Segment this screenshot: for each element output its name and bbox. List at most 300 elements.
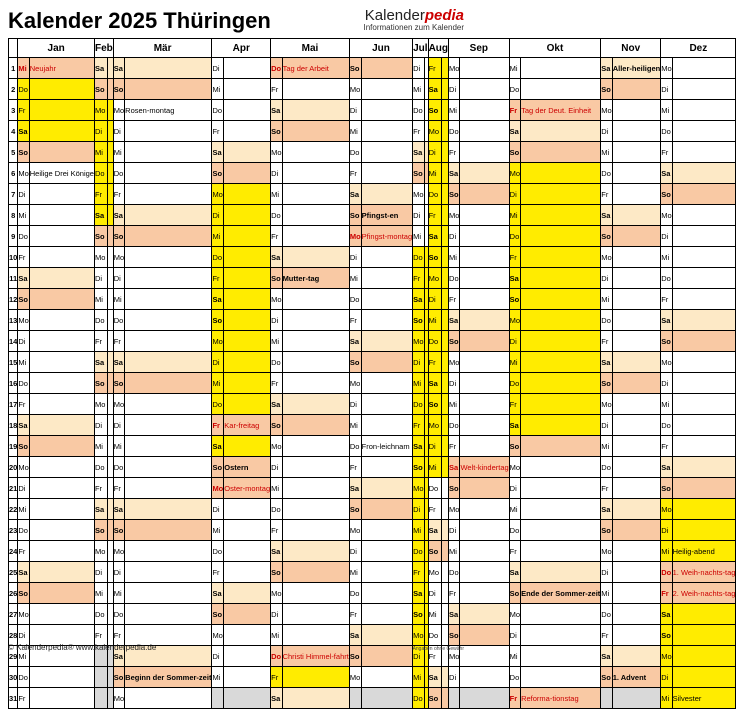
day-cell: Fr [271, 226, 282, 247]
day-cell: Sa [113, 352, 124, 373]
day-cell: Di [349, 247, 361, 268]
day-cell: So [449, 478, 460, 499]
day-note [125, 541, 212, 562]
day-note [125, 268, 212, 289]
month-header-row [9, 39, 736, 58]
day-cell: Di [271, 604, 282, 625]
day-cell: Fr [509, 541, 520, 562]
day-note [460, 247, 509, 268]
day-note [612, 520, 661, 541]
day-cell: Mo [271, 583, 282, 604]
day-cell: Fr [271, 667, 282, 688]
day-cell: Di [449, 373, 460, 394]
footer-copyright[interactable]: © Kalenderpedia® www.kalenderpedia.de [8, 643, 157, 652]
day-cell: Di [349, 394, 361, 415]
day-cell: Mi [18, 205, 29, 226]
day-number: 25 [9, 562, 18, 583]
day-cell: Mo [601, 541, 612, 562]
day-cell: Sa [94, 58, 107, 79]
day-note [521, 289, 601, 310]
day-note [460, 436, 509, 457]
day-note [29, 604, 94, 625]
day-note [224, 562, 271, 583]
day-cell: Mi [349, 562, 361, 583]
day-note [460, 79, 509, 100]
day-note [361, 457, 412, 478]
day-note [521, 226, 601, 247]
day-note [361, 646, 412, 667]
day-cell: So [212, 457, 224, 478]
day-note [521, 625, 601, 646]
page-title: Kalender 2025 Thüringen [8, 8, 271, 33]
day-cell: Sa [94, 205, 107, 226]
day-note [282, 205, 349, 226]
day-cell: Mo [212, 625, 224, 646]
day-number: 15 [9, 352, 18, 373]
day-note [125, 352, 212, 373]
corner-cell [9, 39, 18, 58]
day-cell: Mo [449, 58, 460, 79]
day-note [672, 310, 736, 331]
day-cell: Fr [94, 478, 107, 499]
day-cell: Mi [449, 247, 460, 268]
day-cell: Sa [601, 499, 612, 520]
day-note [282, 478, 349, 499]
day-row [9, 541, 736, 562]
day-cell: Do [661, 268, 672, 289]
day-note [125, 415, 212, 436]
day-note [521, 667, 601, 688]
day-note [521, 310, 601, 331]
day-cell: Mi [349, 121, 361, 142]
day-note [460, 478, 509, 499]
day-cell: Fr [509, 688, 520, 709]
day-cell: Mi [349, 268, 361, 289]
day-note [224, 142, 271, 163]
day-cell: Mi [413, 667, 425, 688]
day-row [9, 205, 736, 226]
day-note [612, 478, 661, 499]
day-cell: So [349, 499, 361, 520]
day-note [521, 457, 601, 478]
day-cell: Do [349, 436, 361, 457]
day-cell: So [601, 373, 612, 394]
day-note [282, 121, 349, 142]
day-note: Pfingst-en [361, 205, 412, 226]
day-cell: Mi [509, 58, 520, 79]
day-cell: Di [18, 331, 29, 352]
day-cell: Mo [449, 646, 460, 667]
brand-logo[interactable] [364, 7, 465, 32]
day-note [29, 499, 94, 520]
day-cell: Mo [18, 163, 29, 184]
day-cell: Di [449, 79, 460, 100]
day-note [460, 163, 509, 184]
day-row [9, 583, 736, 604]
day-note [224, 436, 271, 457]
day-note [612, 415, 661, 436]
day-cell: Fr [413, 415, 425, 436]
day-note [441, 226, 448, 247]
day-cell: Mi [18, 646, 29, 667]
day-row [9, 520, 736, 541]
day-cell: Do [212, 247, 224, 268]
day-cell: So [661, 331, 672, 352]
day-note [125, 457, 212, 478]
day-note [125, 394, 212, 415]
day-cell: So [428, 541, 441, 562]
empty-cell [349, 688, 361, 709]
day-note [224, 100, 271, 121]
day-cell: Fr [428, 499, 441, 520]
day-note [672, 667, 736, 688]
empty-cell [460, 688, 509, 709]
day-note [672, 604, 736, 625]
day-cell: Sa [449, 604, 460, 625]
day-cell: So [428, 688, 441, 709]
day-note [224, 289, 271, 310]
day-note [282, 142, 349, 163]
day-note: Heilig-abend [672, 541, 736, 562]
day-note [125, 331, 212, 352]
day-cell: Di [413, 58, 425, 79]
day-cell: Fr [212, 562, 224, 583]
day-cell: Do [509, 520, 520, 541]
day-cell: So [601, 79, 612, 100]
day-cell: Mi [601, 142, 612, 163]
day-note [460, 226, 509, 247]
day-number: 24 [9, 541, 18, 562]
month-header-2: Mär [113, 39, 212, 58]
empty-cell [601, 688, 612, 709]
day-cell: Mi [449, 100, 460, 121]
day-cell: Mo [94, 100, 107, 121]
day-note [441, 163, 448, 184]
day-note [672, 205, 736, 226]
day-note [282, 310, 349, 331]
day-cell: So [349, 646, 361, 667]
day-note [361, 142, 412, 163]
day-note [521, 541, 601, 562]
day-number: 6 [9, 163, 18, 184]
day-cell: Di [661, 79, 672, 100]
day-cell: So [449, 331, 460, 352]
day-number: 22 [9, 499, 18, 520]
day-note [224, 646, 271, 667]
day-cell: Sa [18, 415, 29, 436]
day-cell: Do [113, 604, 124, 625]
month-header-1: Feb [94, 39, 113, 58]
day-cell: So [113, 226, 124, 247]
day-note [612, 373, 661, 394]
day-cell: So [349, 58, 361, 79]
day-note [224, 520, 271, 541]
day-note [521, 415, 601, 436]
day-cell: Do [18, 667, 29, 688]
day-note [282, 289, 349, 310]
day-note [460, 415, 509, 436]
day-note [521, 121, 601, 142]
day-cell: So [509, 583, 520, 604]
day-cell: So [212, 310, 224, 331]
day-cell: So [113, 373, 124, 394]
day-cell: Mi [212, 667, 224, 688]
day-note [441, 100, 448, 121]
day-note [441, 310, 448, 331]
day-cell: Mo [428, 415, 441, 436]
day-cell: Mi [601, 583, 612, 604]
day-note [521, 499, 601, 520]
day-cell: Mo [113, 541, 124, 562]
day-note [282, 667, 349, 688]
day-cell: Di [18, 478, 29, 499]
day-cell: So [349, 205, 361, 226]
day-cell: Fr [509, 247, 520, 268]
day-row [9, 163, 736, 184]
day-note [29, 79, 94, 100]
day-cell: Do [113, 310, 124, 331]
day-note [460, 184, 509, 205]
day-cell: Sa [18, 268, 29, 289]
day-cell: Sa [509, 268, 520, 289]
day-note: Neujahr [29, 58, 94, 79]
month-header-7: Aug [428, 39, 448, 58]
day-note [612, 394, 661, 415]
day-note [672, 499, 736, 520]
day-note [441, 625, 448, 646]
day-cell: Mo [509, 604, 520, 625]
day-note [672, 268, 736, 289]
day-number: 16 [9, 373, 18, 394]
day-note [125, 58, 212, 79]
day-note [125, 163, 212, 184]
day-note [361, 520, 412, 541]
day-cell: Mi [349, 415, 361, 436]
day-note [460, 625, 509, 646]
day-cell: Do [601, 163, 612, 184]
day-note [125, 478, 212, 499]
day-number: 21 [9, 478, 18, 499]
day-note [612, 79, 661, 100]
empty-cell [94, 688, 107, 709]
day-cell: Fr [94, 331, 107, 352]
day-note [282, 415, 349, 436]
day-note [29, 436, 94, 457]
day-cell: Fr [18, 247, 29, 268]
day-cell: Mi [661, 100, 672, 121]
day-note [460, 373, 509, 394]
day-cell: So [449, 184, 460, 205]
day-cell: Fr [661, 583, 672, 604]
day-note [521, 247, 601, 268]
day-note: Silvester [672, 688, 736, 709]
day-cell: Di [18, 625, 29, 646]
day-cell: Mi [509, 205, 520, 226]
day-note [612, 562, 661, 583]
day-note [521, 604, 601, 625]
day-number: 19 [9, 436, 18, 457]
day-note [125, 142, 212, 163]
day-cell: Fr [509, 394, 520, 415]
day-note [224, 268, 271, 289]
day-row [9, 562, 736, 583]
day-cell: Fr [18, 394, 29, 415]
day-note [224, 499, 271, 520]
day-note [282, 541, 349, 562]
day-cell: Do [413, 394, 425, 415]
day-cell: So [413, 457, 425, 478]
day-note [441, 289, 448, 310]
day-note [282, 373, 349, 394]
day-number: 1 [9, 58, 18, 79]
day-cell: Di [661, 226, 672, 247]
day-cell: Mi [661, 247, 672, 268]
day-note [29, 331, 94, 352]
day-cell: Do [509, 667, 520, 688]
month-header-4: Mai [271, 39, 350, 58]
day-note [612, 457, 661, 478]
day-cell: Sa [509, 415, 520, 436]
day-note [441, 247, 448, 268]
day-cell: Mi [212, 79, 224, 100]
day-cell: Sa [661, 310, 672, 331]
day-cell: Sa [661, 163, 672, 184]
day-cell: Sa [212, 142, 224, 163]
day-cell: Sa [449, 457, 460, 478]
day-cell: Mo [94, 394, 107, 415]
day-note [125, 289, 212, 310]
day-cell: So [18, 142, 29, 163]
day-cell: Mo [509, 310, 520, 331]
day-number: 27 [9, 604, 18, 625]
day-cell: Fr [428, 646, 441, 667]
day-note [460, 331, 509, 352]
day-cell: Mo [661, 58, 672, 79]
day-note [361, 289, 412, 310]
day-note: Kar-freitag [224, 415, 271, 436]
day-cell: Mo [271, 142, 282, 163]
day-cell: Mi [113, 289, 124, 310]
day-cell: Di [428, 142, 441, 163]
day-cell: Do [113, 163, 124, 184]
day-cell: Do [413, 247, 425, 268]
day-cell: Mo [449, 352, 460, 373]
day-note [612, 247, 661, 268]
day-note [361, 331, 412, 352]
day-note [521, 331, 601, 352]
day-note [282, 394, 349, 415]
day-cell: Di [113, 562, 124, 583]
day-cell: Di [212, 205, 224, 226]
day-note [29, 184, 94, 205]
day-cell: Do [509, 79, 520, 100]
day-cell: Sa [94, 499, 107, 520]
day-cell: Fr [413, 562, 425, 583]
day-cell: So [18, 583, 29, 604]
day-note [612, 226, 661, 247]
day-cell: Fr [271, 373, 282, 394]
day-cell: Mi [113, 142, 124, 163]
day-cell: Mo [94, 247, 107, 268]
day-note [441, 415, 448, 436]
day-note [224, 247, 271, 268]
day-note: Rosen-montag [125, 100, 212, 121]
day-note [521, 436, 601, 457]
day-cell: Do [449, 562, 460, 583]
day-cell: Mi [94, 142, 107, 163]
day-note: Aller-heiligen [612, 58, 661, 79]
day-note [441, 79, 448, 100]
day-cell: Fr [94, 625, 107, 646]
day-cell: So [428, 394, 441, 415]
day-cell: Fr [113, 478, 124, 499]
day-cell: Mi [413, 520, 425, 541]
day-cell: Mi [428, 310, 441, 331]
day-cell: Mo [449, 205, 460, 226]
day-cell: Fr [413, 121, 425, 142]
day-note [125, 688, 212, 709]
day-note [361, 58, 412, 79]
day-cell: Do [18, 373, 29, 394]
day-cell: Sa [509, 562, 520, 583]
day-number: 2 [9, 79, 18, 100]
day-cell: Di [94, 121, 107, 142]
day-note [29, 205, 94, 226]
day-cell: Mo [271, 289, 282, 310]
day-cell: Mi [661, 541, 672, 562]
day-cell: Mo [349, 520, 361, 541]
day-cell: Fr [113, 625, 124, 646]
day-cell: Mi [212, 373, 224, 394]
day-cell: Do [428, 184, 441, 205]
day-note [29, 415, 94, 436]
day-number: 4 [9, 121, 18, 142]
day-note [361, 604, 412, 625]
day-cell: Sa [413, 142, 425, 163]
day-note [521, 268, 601, 289]
day-cell: Di [413, 646, 425, 667]
day-note [224, 352, 271, 373]
day-cell: Fr [601, 478, 612, 499]
day-row [9, 373, 736, 394]
day-cell: So [413, 163, 425, 184]
day-note [612, 436, 661, 457]
day-number: 20 [9, 457, 18, 478]
day-cell: Do [413, 541, 425, 562]
day-note [460, 667, 509, 688]
day-note [361, 268, 412, 289]
day-note [224, 394, 271, 415]
day-note [441, 604, 448, 625]
day-note [224, 541, 271, 562]
calendar-table [8, 38, 736, 709]
day-note [282, 100, 349, 121]
day-note [441, 352, 448, 373]
day-note [125, 520, 212, 541]
day-cell: Fr [113, 331, 124, 352]
day-cell: So [449, 625, 460, 646]
day-cell: So [94, 226, 107, 247]
day-note [282, 79, 349, 100]
day-cell: Fr [428, 352, 441, 373]
month-header-11: Dez [661, 39, 736, 58]
day-row [9, 415, 736, 436]
day-note [612, 331, 661, 352]
day-note [282, 499, 349, 520]
day-cell: Di [449, 667, 460, 688]
day-cell: Fr [212, 415, 224, 436]
day-cell: So [94, 520, 107, 541]
